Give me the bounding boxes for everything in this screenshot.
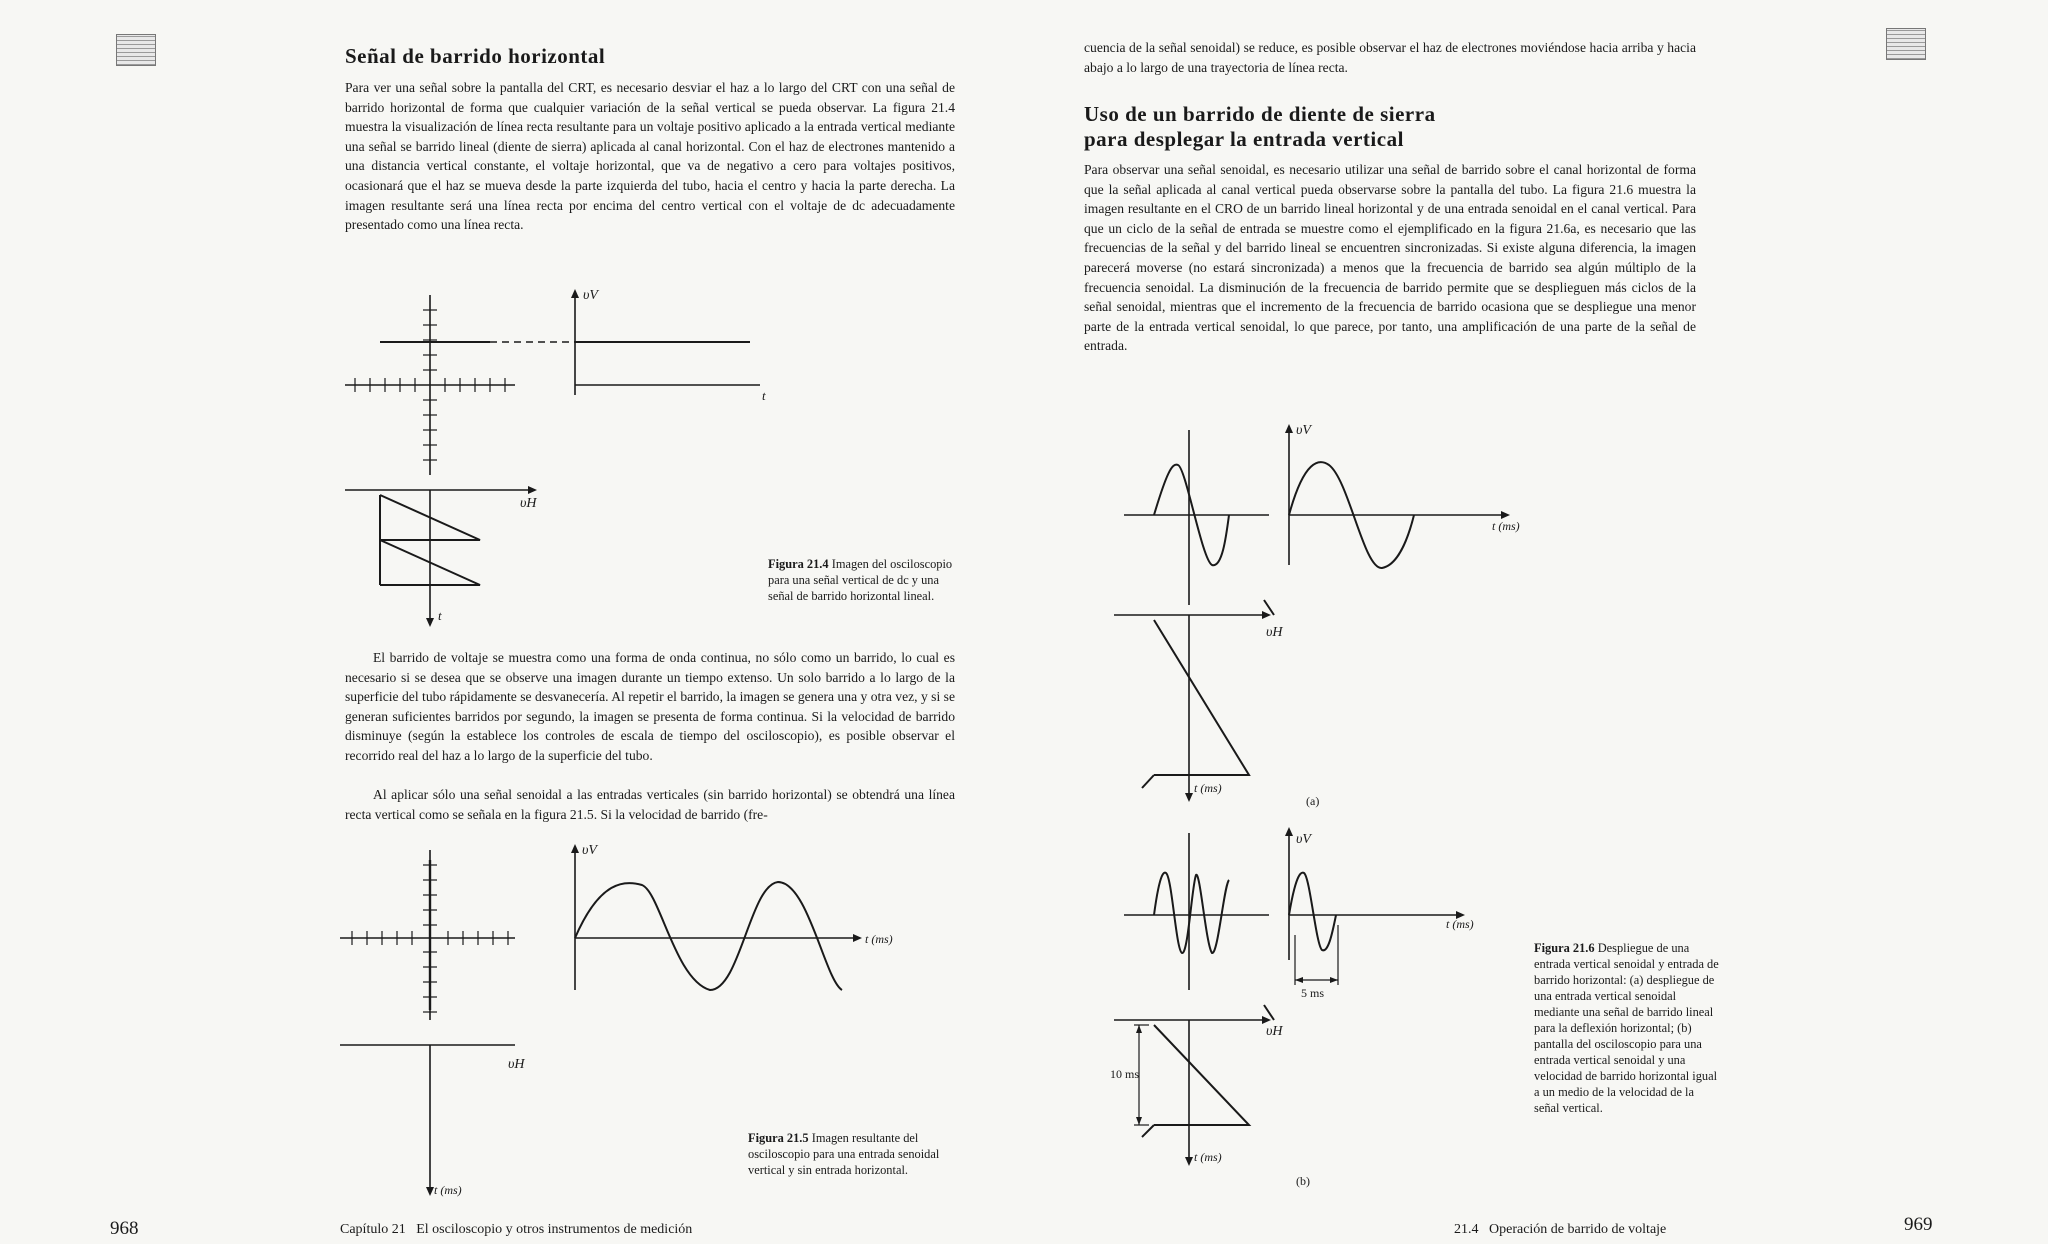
axis-label-tms: t (ms) [1446, 917, 1474, 931]
right-page [1024, 0, 2048, 1244]
figure-21-6b [1110, 825, 1534, 1200]
caption-text: Imagen resultante del osciloscopio para una entrada senoidal vertical y sin entrada horizontal. [748, 1131, 940, 1177]
axis-label-vh: υH [1266, 625, 1283, 640]
figure-caption [748, 1130, 958, 1178]
axis-label-tms: t (ms) [1194, 781, 1222, 795]
axis-label-vh: υH [508, 1057, 525, 1072]
page-number: 969 [1904, 1214, 1933, 1235]
figure-label: Figura 21.4 [768, 557, 829, 571]
page-number: 968 [110, 1218, 139, 1239]
heading-line: Uso de un barrido de diente de sierra [1084, 102, 1436, 126]
paragraph: El barrido de voltaje se muestra como una forma de onda continua, no sólo como un barrido, lo cual es necesario si se desea que se observe una imagen durante un tiempo extenso. Un solo barrido a lo largo de la superficie del tubo rápidamente se desvanecería. Al repetir el barrido, la imagen se genera una y otra vez, y si se generan suficientes barridos por segundo, la imagen se presenta de forma continua. Si la velocidad de barrido disminuye (según la establece los controles de escala de tiempo del osciloscopio), es posible observar el recorrido real del haz a lo largo de la superficie del tubo. [345, 650, 955, 763]
running-footer: 21.4 Operación de barrido de voltaje [1454, 1222, 1667, 1237]
caption-text: Imagen del osciloscopio para una señal vertical de dc y una señal de barrido horizontal lineal. [768, 557, 953, 603]
paragraph: Al aplicar sólo una señal senoidal a las entradas verticales (sin barrido horizontal) se obtendrá una línea recta vertical como se señala en la figura 21.5. Si la velocidad de barrido (fre- [345, 787, 955, 822]
figure-caption [1534, 940, 1719, 1116]
figure-21-4 [330, 285, 800, 635]
axis-label-tms: t (ms) [434, 1183, 462, 1197]
axis-label-vv: υV [583, 288, 598, 303]
axis-label-vv: υV [1296, 423, 1311, 438]
caption-text: Despliegue de una entrada vertical senoidal y entrada de barrido horizontal: (a) despliegue de una entrada vertical senoidal mediante una señal de barrido lineal para la deflexión horizontal; (b) pantalla del osciloscopio para una entrada vertical senoidal y una velocidad de barrido horizontal igual a un medio de la velocidad de la señal vertical. [1534, 941, 1719, 1115]
subfigure-label: (b) [1296, 1174, 1310, 1188]
axis-label-t: t [762, 388, 766, 403]
axis-label-vv: υV [582, 843, 597, 858]
axis-label-vh: υH [1266, 1024, 1283, 1039]
axis-label-vh: υH [520, 496, 537, 511]
heading-line: para desplegar la entrada vertical [1084, 127, 1404, 152]
figure-21-6a [1114, 420, 1534, 820]
section-heading [1084, 102, 1436, 152]
axis-label-vv: υV [1296, 832, 1311, 847]
figure-label: Figura 21.6 [1534, 941, 1595, 955]
axis-label-tms: t (ms) [1492, 519, 1520, 533]
figure-label: Figura 21.5 [748, 1131, 809, 1145]
paragraph: cuencia de la señal senoidal) se reduce, es posible observar el haz de electrones moviéndose hacia arriba y hacia abajo a lo largo de una trayectoria de línea recta. [1084, 40, 1696, 75]
scan-mark-icon [1886, 28, 1926, 60]
scan-mark-icon [116, 34, 156, 66]
axis-label-t: t [438, 608, 442, 623]
figure-caption [768, 556, 958, 604]
axis-label-tms: t (ms) [1194, 1150, 1222, 1164]
dimension-label: 10 ms [1110, 1067, 1140, 1081]
subfigure-label: (a) [1306, 794, 1320, 808]
section-heading: Señal de barrido horizontal [345, 44, 606, 68]
paragraph: Para ver una señal sobre la pantalla del CRT, es necesario desviar el haz a lo largo del CRT con una señal de barrido horizontal de forma que cualquier variación de la señal vertical se pueda observar. La figura 21.4 muestra la visualización de línea recta resultante para un voltaje positivo aplicado a la entrada vertical mediante una señal se barrido lineal (diente de sierra) aplicada al canal horizontal. Con el haz de electrones mantenido a una distancia vertical constante, el voltaje horizontal, que va de negativo a cero para voltajes positivos, ocasionará que el haz se mueva desde la parte izquierda del tubo, hacia el centro y hacia la parte derecha. La imagen resultante será una línea recta por encima del centro vertical con el voltaje de dc adecuadamente presentado como una línea recta. [345, 80, 955, 233]
dimension-label: 5 ms [1301, 986, 1325, 1000]
paragraph: Para observar una señal senoidal, es necesario utilizar una señal de barrido sobre el canal horizontal de forma que la señal aplicada al canal vertical pueda observarse sobre la pantalla del tubo. La figura 21.6 muestra la imagen resultante en el CRO de un barrido lineal horizontal y de una entrada senoidal en el canal vertical. Para que un ciclo de la señal de entrada se muestre como el ejemplificado en la figura 21.6a, es necesario que las frecuencias de la señal y del barrido lineal se encuentren sincronizadas. Si existe alguna diferencia, la imagen parecerá moverse (no estará sincronizada) a menos que la frecuencia de barrido sea algún múltiplo de la frecuencia senoidal. La disminución de la frecuencia de barrido permite que se desplieguen más ciclos de la señal senoidal, mientras que el incremento de la frecuencia de barrido ocasiona que se despliegue una menor parte de la entrada vertical senoidal, lo que parece, por tanto, una amplificación de una parte de la señal de entrada. [1084, 162, 1696, 354]
axis-label-tms: t (ms) [865, 932, 893, 946]
running-footer: Capítulo 21 El osciloscopio y otros instrumentos de medición [340, 1222, 693, 1237]
